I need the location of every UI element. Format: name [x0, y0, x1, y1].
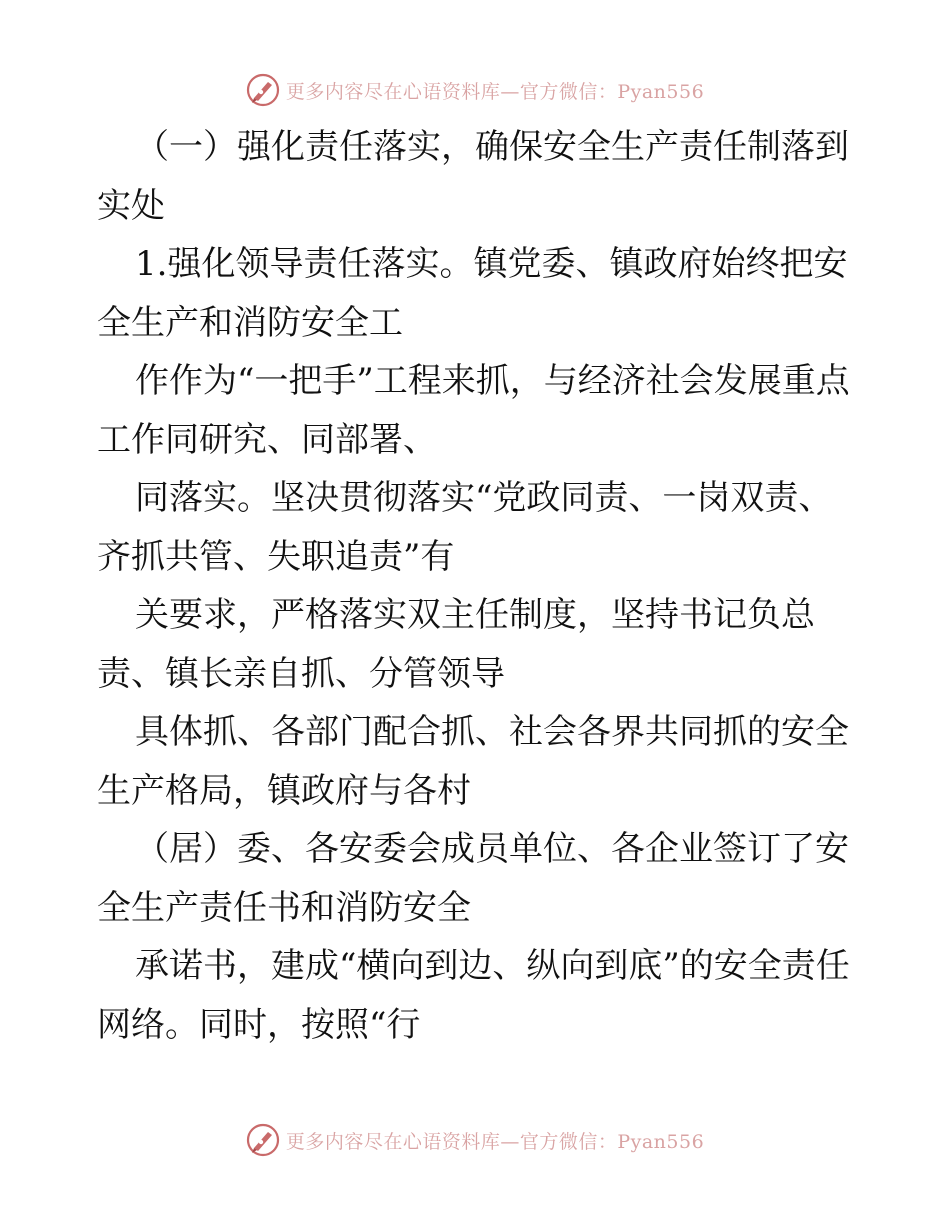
watermark-text: 更多内容尽在心语资料库—官方微信：Pyan556 — [285, 1130, 705, 1153]
watermark-inner — [246, 1123, 704, 1157]
paragraph-line: 实处 — [97, 185, 165, 226]
paragraph-line: 全生产责任书和消防安全 — [97, 887, 471, 928]
paragraph — [97, 820, 857, 937]
paragraph — [97, 235, 857, 352]
paragraph-line: 生产格局，镇政府与各村 — [97, 770, 471, 811]
pen-circle-logo-icon — [246, 1123, 280, 1157]
paragraph-line: 具体抓、各部门配合抓、社会各界共同抓的安全 — [135, 712, 849, 752]
paragraph-line: 1.强化领导责任落实。镇党委、镇政府始终把安 — [135, 244, 848, 284]
paragraph — [97, 118, 857, 235]
paragraph-line: 责、镇长亲自抓、分管领导 — [97, 653, 505, 694]
watermark-text: 更多内容尽在心语资料库—官方微信：Pyan556 — [285, 80, 705, 103]
header-watermark — [0, 70, 950, 110]
paragraph-line: （一）强化责任落实，确保安全生产责任制落到 — [135, 127, 849, 167]
paragraph — [97, 703, 857, 820]
paragraph — [97, 352, 857, 469]
paragraph-line: 同落实。坚决贯彻落实“党政同责、一岗双责、 — [135, 478, 833, 518]
paragraph-line: 任网络。同时，按照“行 — [97, 946, 850, 1045]
paragraph — [97, 937, 857, 1054]
paragraph-line: （居）委、各安委会成员单位、各企业签订了安 — [135, 829, 849, 869]
paragraph-line: 齐抓共管、失职追责”有 — [97, 536, 455, 577]
paragraph-line: 作作为“一把手”工程来抓，与经济社会发展重 — [135, 361, 816, 401]
footer-watermark — [0, 1120, 950, 1160]
paragraph-line: 全生产和消防安全工 — [97, 302, 403, 343]
paragraph-line: 承诺书，建成“横向到边、纵向到底”的安全责 — [135, 946, 816, 986]
paragraph-line: 关要求，严格落实双主任制度，坚持书记负总 — [135, 595, 815, 635]
watermark-inner — [246, 73, 704, 107]
document-body — [97, 118, 857, 1054]
paragraph-line: 点工作同研究、同部署、 — [97, 361, 850, 460]
pen-circle-logo-icon — [246, 73, 280, 107]
paragraph — [97, 469, 857, 586]
paragraph — [97, 586, 857, 703]
